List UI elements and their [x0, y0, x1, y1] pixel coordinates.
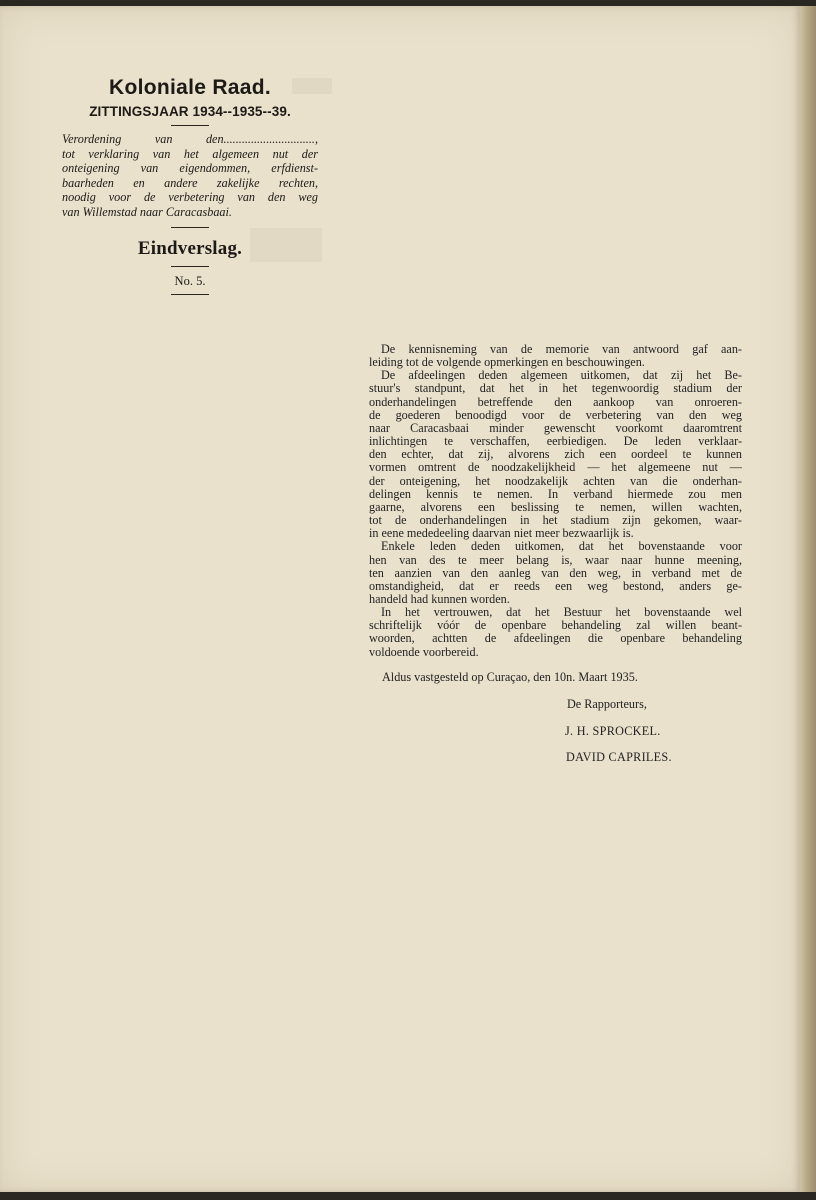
- ordinance-description: [62, 132, 318, 220]
- body-line: tot de onderhandelingen in het stadium zijn gekomen, waar-: [369, 513, 742, 528]
- body-line: hen van des te meer belang is, waar naar hunne meening,: [369, 552, 742, 567]
- body-line: der onteigening, het noodzakelijk achten van die onderhan-: [369, 473, 742, 488]
- body-line: delingen kennis te nemen. In verband hiermede zou men: [369, 486, 742, 501]
- body-line: leiding tot de volgende opmerkingen en beschouwingen.: [369, 355, 645, 370]
- body-line: gaarne, alvorens een beslissing te nemen, willen wachten,: [369, 499, 742, 514]
- session-year: ZITTINGSJAAR 1934--1935--39.: [89, 104, 291, 119]
- header-block: [62, 76, 318, 295]
- body-line: voldoende voorbereid.: [369, 644, 479, 659]
- signatory-capriles: DAVID CAPRILES.: [566, 750, 672, 764]
- body-line: In het vertrouwen, dat het Bestuur het bovenstaande wel: [381, 605, 742, 620]
- body-line: Enkele leden deden uitkomen, dat het bovenstaande voor: [381, 539, 742, 554]
- ordinance-line: baarheden en andere zakelijke rechten,: [62, 175, 318, 190]
- signatory-sprockel: J. H. SPROCKEL.: [565, 724, 661, 738]
- report-title: Eindverslag.: [137, 237, 243, 259]
- body-line: den echter, dat zij, alvorens zich een oordeel te kunnen: [369, 447, 742, 462]
- report-number: No. 5.: [174, 273, 206, 288]
- report-body: [369, 343, 742, 659]
- body-line: naar Caracasbaai minder gewenscht voorkomt daaromtrent: [369, 420, 742, 435]
- body-line: handeld had kunnen worden.: [369, 591, 510, 606]
- divider: [171, 294, 209, 295]
- body-line: omstandigheid, dat er reeds een weg bestond, anders ge-: [369, 578, 742, 593]
- body-line: vormen omtrent de noodzakelijkheid — het algemeene nut —: [369, 460, 742, 475]
- body-line: de goederen benoodigd voor de verbetering van den weg: [369, 407, 742, 422]
- ordinance-line: van Willemstad naar Caracasbaai.: [62, 204, 232, 219]
- ordinance-line: onteigening van eigendommen, erfdienst-: [62, 161, 318, 176]
- body-line: schriftelijk vóór de openbare behandeling zal willen beant-: [369, 618, 742, 633]
- body-line: in eene mededeeling daarvan niet meer bezwaarlijk is.: [369, 526, 634, 541]
- council-title: Koloniale Raad.: [108, 76, 272, 99]
- ordinance-line: tot verklaring van het algemeen nut der: [62, 146, 318, 161]
- ordinance-line: noodig voor de verbetering van den weg: [62, 190, 318, 205]
- rapporteurs-label: De Rapporteurs,: [567, 697, 647, 711]
- body-line: De kennisneming van de memorie van antwoord gaf aan-: [381, 342, 742, 356]
- body-line: ten aanzien van den aanleg van den weg, in verband met de: [369, 565, 742, 580]
- page-edge: [800, 6, 816, 1192]
- divider: [171, 266, 209, 267]
- divider: [171, 125, 209, 126]
- body-line: onderhandelingen betreffende den aankoop van onroeren-: [369, 394, 742, 409]
- body-line: De afdeelingen deden algemeen uitkomen, dat zij het Be-: [381, 368, 742, 383]
- ordinance-line: Verordening van den..............................,: [62, 132, 318, 146]
- divider: [171, 227, 209, 228]
- body-line: woorden, achtten de afdeelingen die openbare behandeling: [369, 631, 742, 646]
- body-line: inlichtingen te verschaffen, eerbiedigen. De leden verklaar-: [369, 434, 742, 449]
- body-line: stuur's standpunt, dat het in het tegenwoordig stadium der: [369, 381, 742, 396]
- place-date: Aldus vastgesteld op Curaçao, den 10n. Maart 1935.: [382, 670, 638, 684]
